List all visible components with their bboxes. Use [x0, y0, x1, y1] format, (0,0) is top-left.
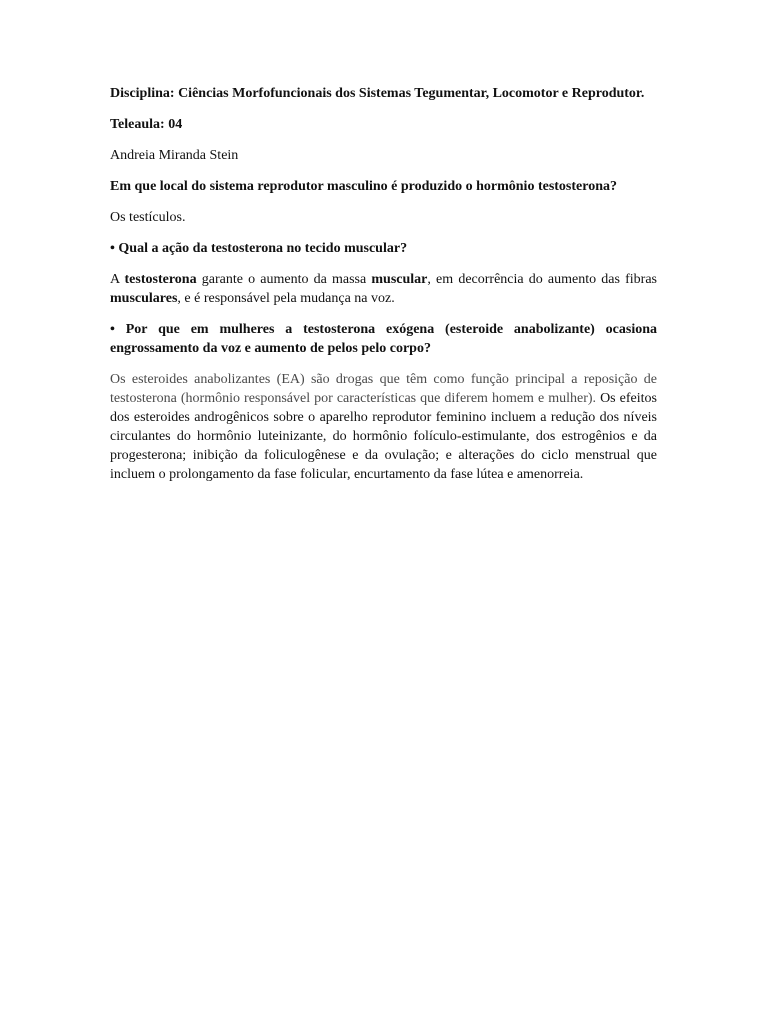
- discipline-heading: Disciplina: Ciências Morfofuncionais dos Sistemas Tegumentar, Locomotor e Reprodutor.: [110, 86, 645, 101]
- answer-2-bold: testosterona: [124, 272, 197, 287]
- author-name: Andreia Miranda Stein: [110, 148, 239, 163]
- document-body: [110, 84, 657, 496]
- answer-2-text: A: [110, 272, 125, 287]
- answer-2-text: , e é responsável pela mudança na voz.: [177, 291, 395, 306]
- answer-2: [110, 270, 657, 308]
- answer-2-bold: musculares: [110, 291, 178, 306]
- answer-2-text: , em decorrência do aumento das fibras: [427, 272, 658, 287]
- question-3: • Por que em mulheres a testosterona exógena (esteroide anabolizante) ocasiona engrossamento da voz e aumento de pelos pelo corpo?: [110, 322, 657, 356]
- answer-2-text: garante o aumento da massa: [196, 272, 372, 287]
- question-2: • Qual a ação da testosterona no tecido muscular?: [110, 241, 408, 256]
- lesson-heading: Teleaula: 04: [110, 117, 183, 132]
- answer-1: Os testículos.: [110, 210, 186, 225]
- answer-3-part-2: Os efeitos dos esteroides androgênicos sobre o aparelho reprodutor feminino incluem a redução dos níveis circulantes do hormônio luteinizante, do hormônio folículo-estimulante, dos estrogênios e da progesterona; inibição da foliculogênese e da ovulação; e alterações do ciclo menstrual que incluem o prolongamento da fase folicular, encurtamento da fase lútea e amenorreia.: [110, 391, 657, 482]
- answer-2-bold: muscular: [371, 272, 428, 287]
- question-1: Em que local do sistema reprodutor masculino é produzido o hormônio testosterona?: [110, 179, 618, 194]
- answer-3: [110, 370, 657, 484]
- answer-3-part-1: Os esteroides anabolizantes (EA) são drogas que têm como função principal a reposição de testosterona (hormônio responsável por características que diferem homem e mulher).: [110, 372, 657, 406]
